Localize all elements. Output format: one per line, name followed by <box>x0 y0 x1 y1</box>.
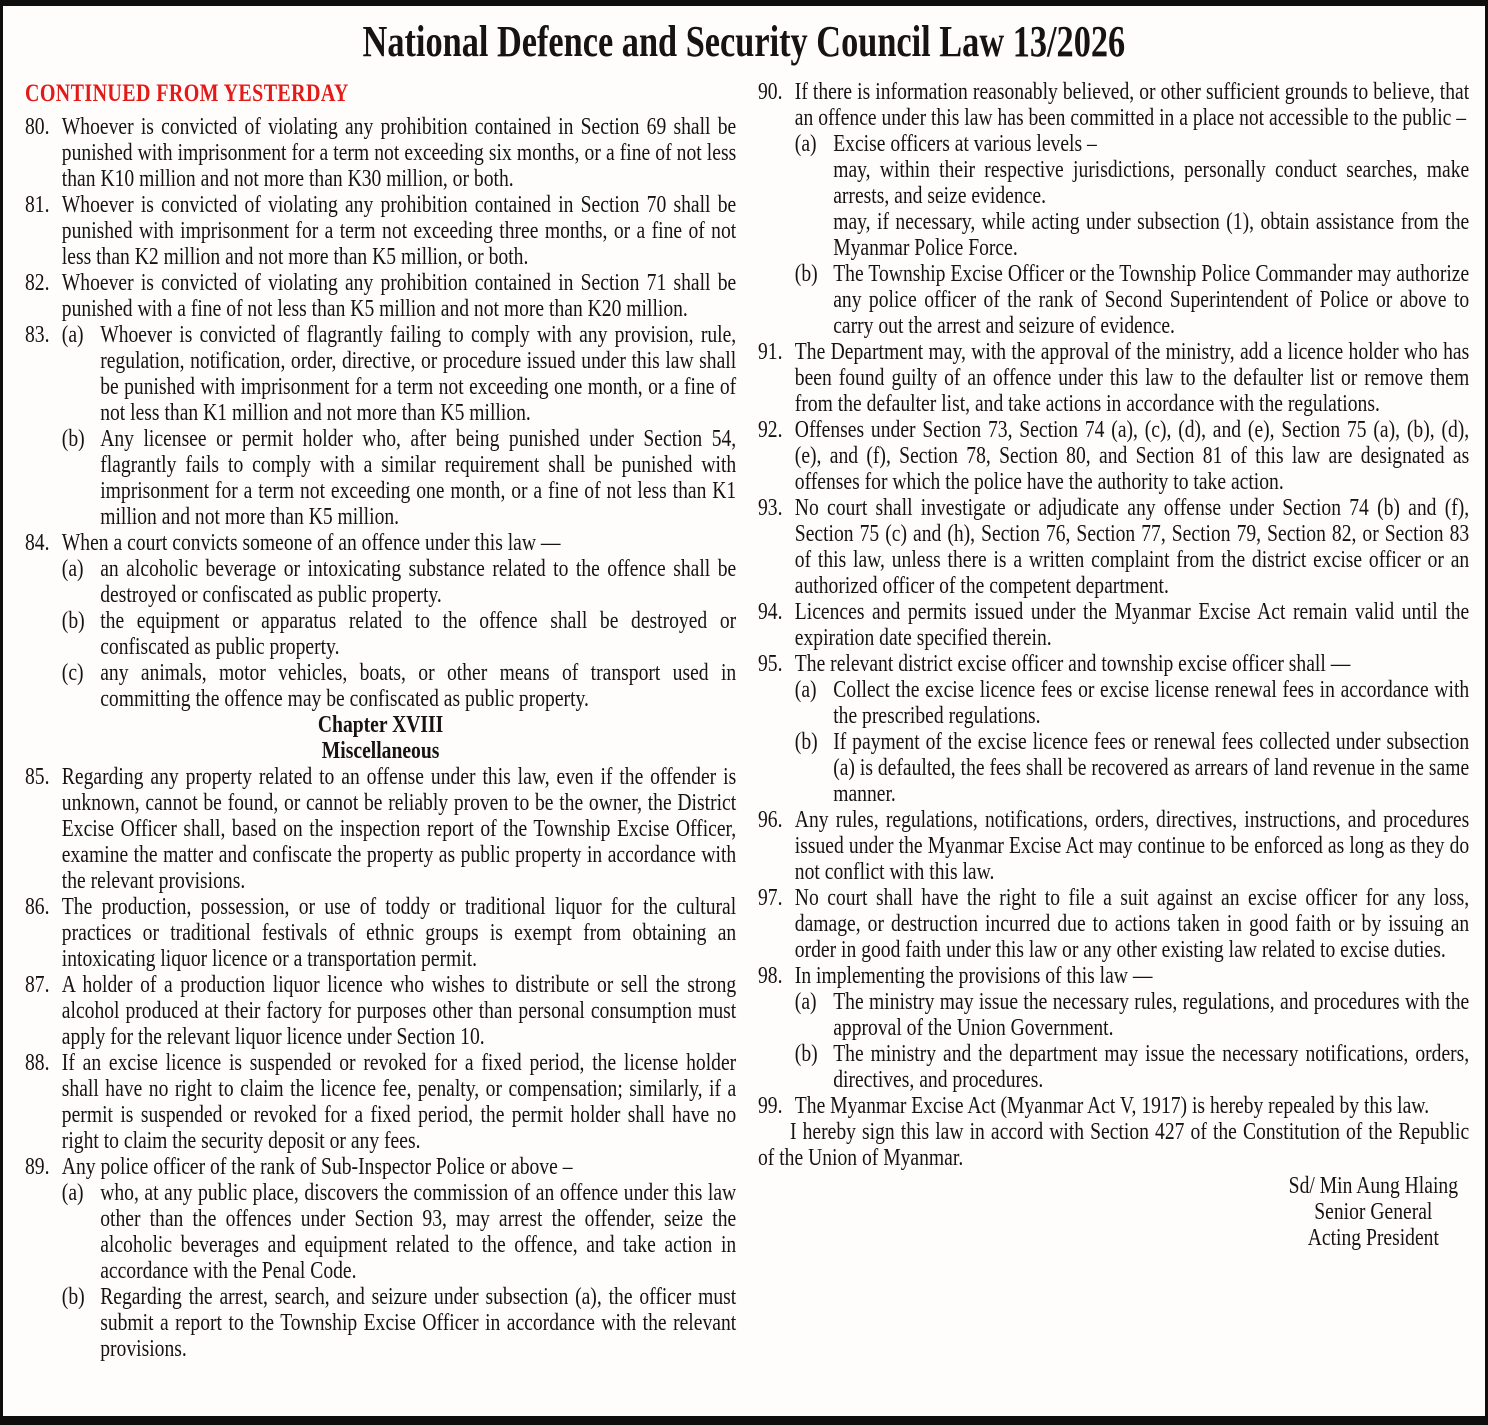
title-bar <box>3 17 1485 67</box>
item-text: The Department may, with the approval of the ministry, add a licence holder who has been found guilty of an offence under this law to the defaulter list or remove them from the defaulter list, and take actions in accordance with the regulations. <box>794 338 1470 417</box>
item-number: 87. <box>25 971 50 998</box>
item-number: 88. <box>25 1049 50 1076</box>
sub-item-label: (a) <box>61 321 84 348</box>
sub-item-label: (b) <box>61 1283 85 1310</box>
sub-item-label: (b) <box>794 260 818 287</box>
sub-item <box>795 261 1469 339</box>
sub-item <box>795 729 1469 807</box>
item-number: 84. <box>25 529 50 556</box>
page-title: National Defence and Security Council Law 13/2026 <box>362 17 1126 66</box>
sub-item-text: may, if necessary, while acting under subsection (1), obtain assistance from the Myanmar Police Force. <box>833 208 1470 261</box>
sub-item-body <box>833 677 1469 729</box>
sub-item-label: (b) <box>794 728 818 755</box>
sub-item-body <box>100 1284 736 1362</box>
sub-item-label: (c) <box>61 659 84 686</box>
sub-item-text: may, within their respective jurisdictions, personally conduct searches, make arrests, and seize evidence. <box>833 156 1470 209</box>
item-number: 97. <box>758 884 783 911</box>
item-body <box>795 599 1469 651</box>
sub-item-body <box>833 261 1469 339</box>
sub-item-text: the equipment or apparatus related to the offence shall be destroyed or confiscated as public property. <box>100 607 737 660</box>
sub-item-label: (b) <box>794 1040 818 1067</box>
sub-item <box>62 608 736 660</box>
left-column-items <box>25 114 736 1362</box>
law-item <box>758 963 1469 1093</box>
sub-item <box>62 322 736 426</box>
law-item <box>25 1154 736 1362</box>
sub-item-body <box>833 131 1469 261</box>
sub-item-body <box>100 322 736 426</box>
item-text: If there is information reasonably believed, or other sufficient grounds to believe, that an offence under this law has been committed in a place not accessible to the public – <box>794 78 1470 131</box>
chapter-heading-line: Chapter XVIII <box>317 711 444 738</box>
item-number: 80. <box>25 113 50 140</box>
law-item <box>25 270 736 322</box>
item-body <box>62 270 736 322</box>
item-body <box>62 764 736 894</box>
item-body <box>795 79 1469 339</box>
law-item <box>758 651 1469 807</box>
item-body <box>62 192 736 270</box>
sub-item <box>62 556 736 608</box>
sub-item-body <box>833 729 1469 807</box>
sub-item-text: If payment of the excise licence fees or renewal fees collected under subsection (a) is defaulted, the fees shall be recovered as arrears of land revenue in the same manner. <box>833 728 1470 807</box>
item-number: 83. <box>25 321 50 348</box>
item-body <box>795 885 1469 963</box>
right-column-items <box>758 79 1469 1119</box>
closing-paragraph: I hereby sign this law in accord with Section 427 of the Constitution of the Republic of the Union of Myanmar. <box>758 1118 1470 1171</box>
law-item <box>25 1050 736 1154</box>
item-body <box>62 894 736 972</box>
sub-item-label: (a) <box>61 1179 84 1206</box>
item-number: 98. <box>758 962 783 989</box>
law-item <box>758 885 1469 963</box>
item-text: The production, possession, or use of toddy or traditional liquor for the cultural practices or traditional festivals of ethnic groups is exempt from obtaining an intoxicating liquor licence or a transportation permit. <box>61 893 737 972</box>
item-text: Whoever is convicted of violating any prohibition contained in Section 71 shall be punished with a fine of not less than K5 million and not more than K20 million. <box>61 269 737 322</box>
item-number: 95. <box>758 650 783 677</box>
sub-item-text: Excise officers at various levels – <box>833 130 1097 157</box>
sub-item-text: Whoever is convicted of flagrantly failing to comply with any provision, rule, regulation, notification, order, directive, or procedure issued under this law shall be punished with imprisonment for a term not exceeding one month, or a fine of not less than K1 million and not more than K5 million. <box>100 321 737 426</box>
item-text: The Myanmar Excise Act (Myanmar Act V, 1917) is hereby repealed by this law. <box>794 1092 1430 1119</box>
item-number: 85. <box>25 763 50 790</box>
sub-item-body <box>100 1180 736 1284</box>
sub-item-text: any animals, motor vehicles, boats, or other means of transport used in committing the offence may be confiscated as public property. <box>100 659 737 712</box>
law-item <box>758 495 1469 599</box>
item-body <box>795 963 1469 1093</box>
sub-item-body <box>833 989 1469 1041</box>
sub-item-text: Any licensee or permit holder who, after being punished under Section 54, flagrantly fails to comply with a similar requirement shall be punished with imprisonment for a term not exceeding one month, or a fine of not less than K1 million and not more than K5 million. <box>100 425 737 530</box>
signature-line: Senior General <box>1314 1198 1433 1225</box>
item-text: The relevant district excise officer and township excise officer shall — <box>794 650 1351 677</box>
sub-item <box>62 1180 736 1284</box>
item-text: No court shall have the right to file a suit against an excise officer for any loss, damage, or destruction incurred due to actions taken in good faith or by issuing an order in good faith under this law or any other existing law related to excise duties. <box>794 884 1470 963</box>
sub-item <box>62 426 736 530</box>
law-item <box>758 599 1469 651</box>
item-body <box>62 1154 736 1362</box>
item-text: A holder of a production liquor licence who wishes to distribute or sell the strong alcohol produced at their factory for purposes other than personal consumption must apply for the relevant liquor licence under Section 10. <box>61 971 737 1050</box>
item-body <box>795 651 1469 807</box>
law-item <box>758 417 1469 495</box>
sub-item-label: (b) <box>61 425 85 452</box>
law-item <box>758 1093 1469 1119</box>
sub-item <box>795 131 1469 261</box>
chapter-heading-line: Miscellaneous <box>321 737 440 764</box>
left-column-content <box>25 80 736 1362</box>
item-text: When a court convicts someone of an offence under this law — <box>61 529 561 556</box>
item-body <box>795 417 1469 495</box>
signature-block <box>1289 1173 1458 1251</box>
item-number: 99. <box>758 1092 783 1119</box>
law-item <box>25 764 736 894</box>
item-text: Whoever is convicted of violating any prohibition contained in Section 69 shall be punished with imprisonment for a term not exceeding six months, or a fine of not less than K10 million and not more than K30 million, or both. <box>61 113 737 192</box>
law-item <box>25 530 736 712</box>
item-number: 90. <box>758 78 783 105</box>
item-number: 82. <box>25 269 50 296</box>
sub-item-text: The ministry may issue the necessary rules, regulations, and procedures with the approval of the Union Government. <box>833 988 1470 1041</box>
law-item <box>25 894 736 972</box>
law-item <box>758 339 1469 417</box>
item-number: 93. <box>758 494 783 521</box>
sub-item-body <box>100 608 736 660</box>
sub-item-body <box>100 556 736 608</box>
signature-line: Sd/ Min Aung Hlaing <box>1288 1172 1458 1199</box>
article-columns <box>3 79 1485 1362</box>
item-text: Any rules, regulations, notifications, orders, directives, instructions, and procedures issued under the Myanmar Excise Act may continue to be enforced as long as they do not conflict with this law. <box>794 806 1470 885</box>
item-text: If an excise licence is suspended or revoked for a fixed period, the license holder shall have no right to claim the licence fee, penalty, or compensation; similarly, if a permit is suspended or revoked for a fixed period, the permit holder shall have no right to claim the security deposit or any fees. <box>61 1049 737 1154</box>
sub-item-text: Collect the excise licence fees or excise license renewal fees in accordance with the prescribed regulations. <box>833 676 1470 729</box>
right-column-content <box>758 79 1469 1251</box>
right-column <box>758 79 1469 1362</box>
signature-line: Acting President <box>1307 1224 1439 1251</box>
sub-item <box>62 660 736 712</box>
item-body <box>62 114 736 192</box>
item-body <box>62 322 736 530</box>
sub-item-text: who, at any public place, discovers the commission of an offence under this law other than the offences under Section 93, may arrest the offender, seize the alcoholic beverages and equipment related to the offence, and take action in accordance with the Penal Code. <box>100 1179 737 1284</box>
item-number: 96. <box>758 806 783 833</box>
sub-item-text: an alcoholic beverage or intoxicating substance related to the offence shall be destroyed or confiscated as public property. <box>100 555 737 608</box>
sub-item-body <box>100 426 736 530</box>
sub-item-label: (a) <box>794 130 817 157</box>
chapter-heading <box>25 712 736 764</box>
law-item <box>25 322 736 530</box>
sub-item-text: The Township Excise Officer or the Township Police Commander may authorize any police officer of the rank of Second Superintendent of Police or above to carry out the arrest and seizure of evidence. <box>833 260 1470 339</box>
sub-item-body <box>833 1041 1469 1093</box>
continued-banner: CONTINUED FROM YESTERDAY <box>25 80 349 107</box>
item-text: Any police officer of the rank of Sub-Inspector Police or above – <box>61 1153 573 1180</box>
sub-item-text: The ministry and the department may issue the necessary notifications, orders, directives, and procedures. <box>833 1040 1470 1093</box>
law-item <box>758 807 1469 885</box>
item-number: 91. <box>758 338 783 365</box>
item-body <box>795 1093 1469 1119</box>
sub-item-text: Regarding the arrest, search, and seizure under subsection (a), the officer must submit a report to the Township Excise Officer in accordance with the relevant provisions. <box>100 1283 737 1362</box>
item-text: Whoever is convicted of violating any prohibition contained in Section 70 shall be punished with imprisonment for a term not exceeding three months, or a fine of not less than K2 million and not more than K5 million, or both. <box>61 191 737 270</box>
item-text: No court shall investigate or adjudicate any offense under Section 74 (b) and (f), Section 75 (c) and (h), Section 76, Section 77, Section 79, Section 82, or Section 83 of this law, unless there is a written complaint from the district excise officer or an authorized officer of the competent department. <box>794 494 1470 599</box>
item-number: 81. <box>25 191 50 218</box>
item-text: Regarding any property related to an offense under this law, even if the offender is unknown, cannot be found, or cannot be reliably proven to be the owner, the District Excise Officer shall, based on the inspection report of the Township Excise Officer, examine the matter and confiscate the property as public property in accordance with the relevant provisions. <box>61 763 737 894</box>
item-body <box>795 807 1469 885</box>
item-text: Offenses under Section 73, Section 74 (a), (c), (d), and (e), Section 75 (a), (b), (d), (e), and (f), Section 78, Section 80, and Section 81 of this law are designated as offenses for which the police have the authority to take action. <box>794 416 1470 495</box>
item-text: Licences and permits issued under the Myanmar Excise Act remain valid until the expiration date specified therein. <box>794 598 1470 651</box>
left-column <box>25 79 736 1362</box>
law-item <box>25 192 736 270</box>
item-number: 92. <box>758 416 783 443</box>
item-body <box>62 530 736 712</box>
sub-item-label: (a) <box>794 676 817 703</box>
sub-item-label: (a) <box>794 988 817 1015</box>
law-item <box>25 114 736 192</box>
item-body <box>62 1050 736 1154</box>
sub-item <box>795 1041 1469 1093</box>
item-body <box>62 972 736 1050</box>
item-number: 89. <box>25 1153 50 1180</box>
law-item <box>758 79 1469 339</box>
item-number: 86. <box>25 893 50 920</box>
item-body <box>795 495 1469 599</box>
law-item <box>25 972 736 1050</box>
sub-item <box>795 677 1469 729</box>
item-text: In implementing the provisions of this law — <box>794 962 1153 989</box>
item-body <box>795 339 1469 417</box>
sub-item-label: (a) <box>61 555 84 582</box>
sub-item <box>795 989 1469 1041</box>
sub-item <box>62 1284 736 1362</box>
sub-item-label: (b) <box>61 607 85 634</box>
sub-item-body <box>100 660 736 712</box>
item-number: 94. <box>758 598 783 625</box>
